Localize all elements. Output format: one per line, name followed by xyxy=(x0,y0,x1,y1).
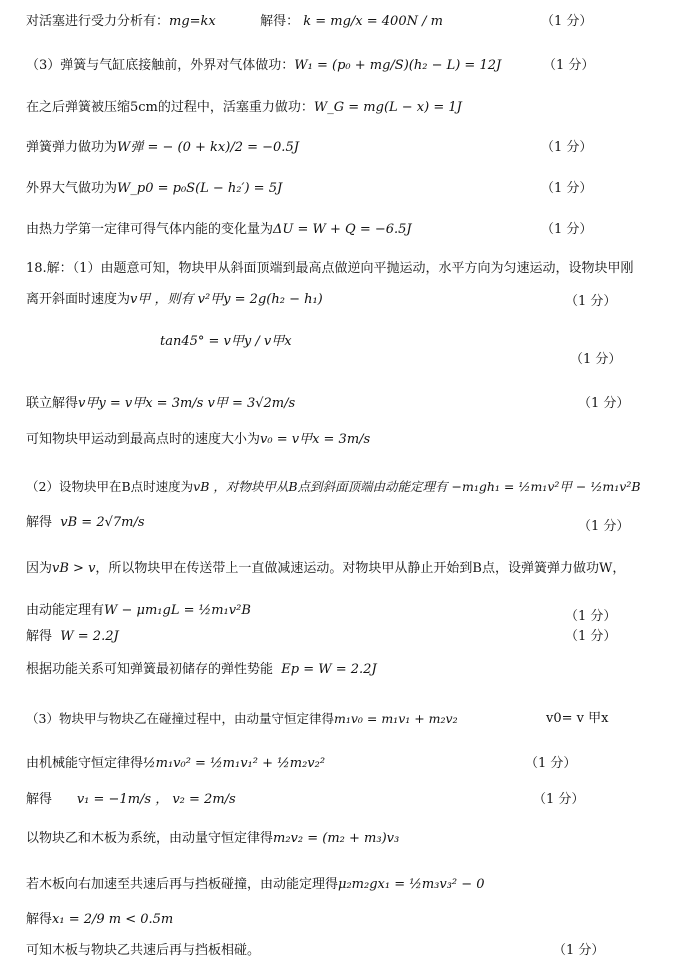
equation: ΔU = W + Q = −6.5J xyxy=(273,222,412,237)
text: 解得 xyxy=(26,792,53,807)
text: 对活塞进行受力分析有： xyxy=(26,14,170,29)
score-mark: （1 分） xyxy=(553,943,605,958)
line-13 xyxy=(26,514,145,532)
equation: v₀ = v甲x = 3m/s xyxy=(260,432,371,447)
equation: m₂v₂ = (m₂ + m₃)v₃ xyxy=(273,831,400,846)
equation: vB = 2√7m/s xyxy=(60,515,145,530)
equation: W弹 = − (0 + kx)/2 = −0.5J xyxy=(117,140,299,155)
score-mark: （1 分） xyxy=(565,629,617,644)
score-mark: （1 分） xyxy=(533,792,585,807)
score-mark: （1 分） xyxy=(565,294,617,309)
line-15 xyxy=(26,602,251,620)
equation: k = mg/x = 400N / m xyxy=(303,14,443,29)
score-mark: （1 分） xyxy=(543,58,595,73)
equation: vB ，对物块甲从B点到斜面顶端由动能定理有 −m₁gh₁ = ½m₁v²甲 − ½m₁v²B xyxy=(193,479,641,494)
equation: x₁ = 2/9 m < 0.5m xyxy=(52,912,174,927)
equation: ½m₁v₀² = ½m₁v₁² + ½m₂v₂² xyxy=(143,756,326,771)
equation: W₁ = (p₀ + mg/S)(h₂ − L) = 12J xyxy=(294,58,502,73)
text: 解得： xyxy=(260,14,300,29)
text: 18.解：（1）由题意可知，物块甲从斜面顶端到最高点做逆向平抛运动，水平方向为匀速运动，设物块甲刚 xyxy=(26,261,634,276)
line-18 xyxy=(26,710,458,728)
equation: W_G = mg(L − x) = 1J xyxy=(313,100,462,115)
line-11 xyxy=(26,431,370,449)
text: 解得 xyxy=(26,629,53,644)
equation: tan45° = v甲y / v甲x xyxy=(160,334,292,349)
text: 根据功能关系可知弹簧最初储存的弹性势能 xyxy=(26,662,274,677)
line-4 xyxy=(26,139,299,157)
text: 因为 xyxy=(26,561,53,576)
text: 解得 xyxy=(26,912,53,927)
equation: W − μm₁gL = ½m₁v²B xyxy=(104,603,251,618)
line-8 xyxy=(26,291,323,309)
text: 联立解得 xyxy=(26,396,79,411)
line-14 xyxy=(26,560,625,578)
text: 可知木板与物块乙共速后再与挡板相碰。 xyxy=(26,943,261,958)
text: 由机械能守恒定律得 xyxy=(26,756,144,771)
line-12 xyxy=(26,478,641,496)
score-mark: （1 分） xyxy=(578,519,630,534)
score-mark: （1 分） xyxy=(541,222,593,237)
line-16 xyxy=(26,628,119,646)
score-mark: （1 分） xyxy=(565,609,617,624)
line-22 xyxy=(26,876,485,894)
score-mark: （1 分） xyxy=(525,756,577,771)
text: 外界大气做功为 xyxy=(26,181,118,196)
line-19 xyxy=(26,755,325,773)
text: 在之后弹簧被压缩5cm的过程中，活塞重力做功： xyxy=(26,100,314,115)
equation: vB > v xyxy=(52,561,96,576)
equation: v₁ = −1m/s ， v₂ = 2m/s xyxy=(76,792,236,807)
score-mark: （1 分） xyxy=(541,14,593,29)
score-mark: （1 分） xyxy=(570,352,622,367)
text: （3）弹簧与气缸底接触前，外界对气体做功： xyxy=(26,58,295,73)
line-7 xyxy=(26,260,633,278)
equation: m₁v₀ = m₁v₁ + m₂v₂ xyxy=(333,711,458,726)
line-3 xyxy=(26,99,462,117)
text: 离开斜面时速度为 xyxy=(26,292,131,307)
text: ，所以物块甲在传送带上一直做减速运动。对物块甲从静止开始到B点，设弹簧弹力做功W， xyxy=(95,561,626,576)
text: 若木板向右加速至共速后再与挡板碰撞，由动能定理得 xyxy=(26,877,339,892)
line-20 xyxy=(26,791,236,809)
equation: v甲 ，则有 v²甲y = 2g(h₂ − h₁) xyxy=(130,292,323,307)
line-17 xyxy=(26,661,377,679)
equation: W = 2.2J xyxy=(60,629,119,644)
equation: μ₂m₂gx₁ = ½m₃v₃² − 0 xyxy=(338,877,485,892)
annotation: v0= v 甲x xyxy=(546,711,609,726)
line-1 xyxy=(26,13,443,31)
line-6 xyxy=(26,221,412,239)
text: 可知物块甲运动到最高点时的速度大小为 xyxy=(26,432,261,447)
text: 由动能定理有 xyxy=(26,603,105,618)
text: （2）设物块甲在B点时速度为 xyxy=(26,479,194,494)
line-21 xyxy=(26,830,399,848)
text: （3）物块甲与物块乙在碰撞过程中，由动量守恒定律得 xyxy=(26,711,334,726)
equation: v甲y = v甲x = 3m/s v甲 = 3√2m/s xyxy=(78,396,296,411)
score-mark: （1 分） xyxy=(578,396,630,411)
equation: mg=kx xyxy=(169,14,216,29)
text: 由热力学第一定律可得气体内能的变化量为 xyxy=(26,222,274,237)
line-10 xyxy=(26,395,295,413)
score-mark: （1 分） xyxy=(541,140,593,155)
line-23 xyxy=(26,911,173,929)
equation: W_p0 = p₀S(L − h₂′) = 5J xyxy=(117,181,283,196)
line-2 xyxy=(26,57,501,75)
line-9 xyxy=(160,333,292,351)
text: 弹簧弹力做功为 xyxy=(26,140,118,155)
score-mark: （1 分） xyxy=(541,181,593,196)
line-24 xyxy=(26,942,260,960)
line-5 xyxy=(26,180,282,198)
text: 解得 xyxy=(26,515,53,530)
text: 以物块乙和木板为系统，由动量守恒定律得 xyxy=(26,831,274,846)
equation: Ep = W = 2.2J xyxy=(281,662,377,677)
